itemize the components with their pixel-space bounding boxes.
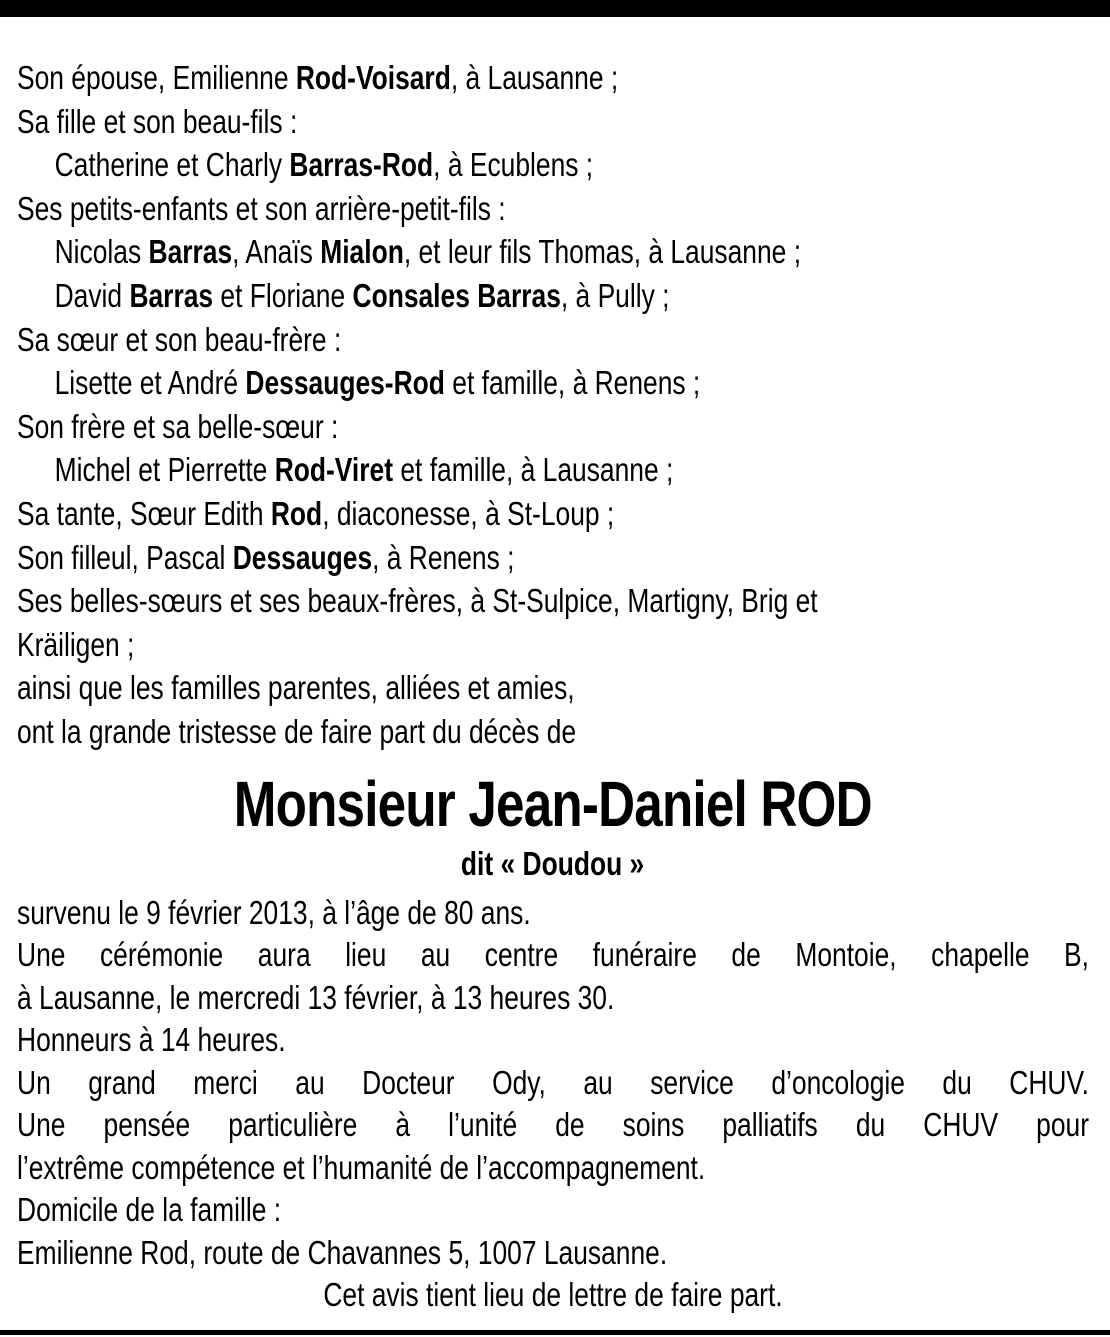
family-text: Son filleul, Pascal xyxy=(17,538,233,576)
family-text: Son frère et sa belle-sœur : xyxy=(17,407,339,445)
family-line xyxy=(17,274,1110,318)
family-text: , Anaïs xyxy=(232,233,321,271)
family-text: Lisette et André xyxy=(54,364,246,402)
details-line: à Lausanne, le mercredi 13 février, à 13 heures 30. xyxy=(17,978,615,1016)
top-border-bar xyxy=(0,0,1110,17)
family-text: , à Ecublens ; xyxy=(433,146,594,184)
family-text: , et leur fils Thomas, à Lausanne ; xyxy=(403,233,802,271)
family-surname: Barras xyxy=(148,233,233,271)
deceased-nickname: dit « Doudou » xyxy=(461,844,645,882)
family-line xyxy=(17,536,1089,580)
family-line xyxy=(17,492,1089,536)
family-line xyxy=(17,230,1110,274)
family-text: David xyxy=(54,276,130,314)
bottom-border-rule xyxy=(0,1330,1110,1335)
family-surname: Rod-Viret xyxy=(274,451,394,489)
details-line: Un grand merci au Docteur Ody, au service d’oncologie du CHUV. xyxy=(17,1063,1089,1101)
family-line xyxy=(17,448,1110,492)
family-surname: Dessauges-Rod xyxy=(245,364,445,402)
family-line xyxy=(17,318,1089,362)
family-text: Son épouse, Emilienne xyxy=(17,59,296,96)
family-line xyxy=(17,623,1089,667)
family-text: Sa tante, Sœur Edith xyxy=(17,494,271,532)
details-line: l’extrême compétence et l’humanité de l’accompagnement. xyxy=(17,1148,706,1186)
details-line: Une cérémonie aura lieu au centre funéraire de Montoie, chapelle B, xyxy=(17,936,1089,973)
family-line xyxy=(17,361,1110,405)
details-line: Honneurs à 14 heures. xyxy=(17,1021,286,1058)
details-line: Une pensée particulière à l’unité de soins palliatifs du CHUV pour xyxy=(17,1106,1089,1143)
ceremony-details xyxy=(17,892,1089,1317)
family-text: , à Lausanne ; xyxy=(450,59,619,96)
family-line xyxy=(17,710,1089,754)
family-text: Michel et Pierrette xyxy=(54,451,275,489)
family-text: , à Pully ; xyxy=(560,276,670,314)
family-surname: Consales Barras xyxy=(352,276,561,314)
family-line xyxy=(17,405,1089,449)
family-text: Sa fille et son beau-fils : xyxy=(17,102,298,140)
family-line xyxy=(17,100,1089,144)
family-text: et Floriane xyxy=(213,276,353,314)
family-line xyxy=(17,579,1089,623)
details-line: Domicile de la famille : xyxy=(17,1191,282,1228)
family-text: Catherine et Charly xyxy=(54,146,290,184)
family-text: et famille, à Renens ; xyxy=(444,364,701,402)
family-list xyxy=(17,56,1089,754)
family-surname: Rod xyxy=(270,494,323,532)
family-surname: Mialon xyxy=(320,233,404,271)
details-line: survenu le 9 février 2013, à l’âge de 80 ans. xyxy=(17,893,531,931)
family-text: et famille, à Lausanne ; xyxy=(393,451,674,489)
details-line: Emilienne Rod, route de Chavannes 5, 1007 Lausanne. xyxy=(17,1233,668,1271)
family-line xyxy=(17,187,1089,231)
family-text: Nicolas xyxy=(54,233,149,271)
family-text: Ses belles-sœurs et ses beaux-frères, à St-Sulpice, Martigny, Brig et xyxy=(17,582,818,620)
family-line xyxy=(17,666,1089,710)
obituary-notice xyxy=(17,56,1089,1317)
family-surname: Rod-Voisard xyxy=(295,59,451,96)
family-line xyxy=(17,143,1110,187)
family-surname: Barras-Rod xyxy=(289,146,434,184)
family-text: Sa sœur et son beau-frère : xyxy=(17,320,342,358)
family-text: ainsi que les familles parentes, alliées et amies, xyxy=(17,669,575,707)
family-line xyxy=(17,56,1089,100)
family-surname: Barras xyxy=(129,276,214,314)
family-text: Ses petits-enfants et son arrière-petit-fils : xyxy=(17,189,506,227)
deceased-name: Monsieur Jean-Daniel ROD xyxy=(234,767,872,840)
family-surname: Dessauges xyxy=(232,538,373,576)
deceased-heading xyxy=(17,764,1089,884)
family-text: Kräiligen ; xyxy=(17,625,135,663)
family-text: , à Renens ; xyxy=(372,538,515,576)
family-text: , diaconesse, à St-Loup ; xyxy=(322,494,615,532)
family-text: ont la grande tristesse de faire part du décès de xyxy=(17,712,577,750)
closing-note: Cet avis tient lieu de lettre de faire part. xyxy=(323,1276,783,1313)
